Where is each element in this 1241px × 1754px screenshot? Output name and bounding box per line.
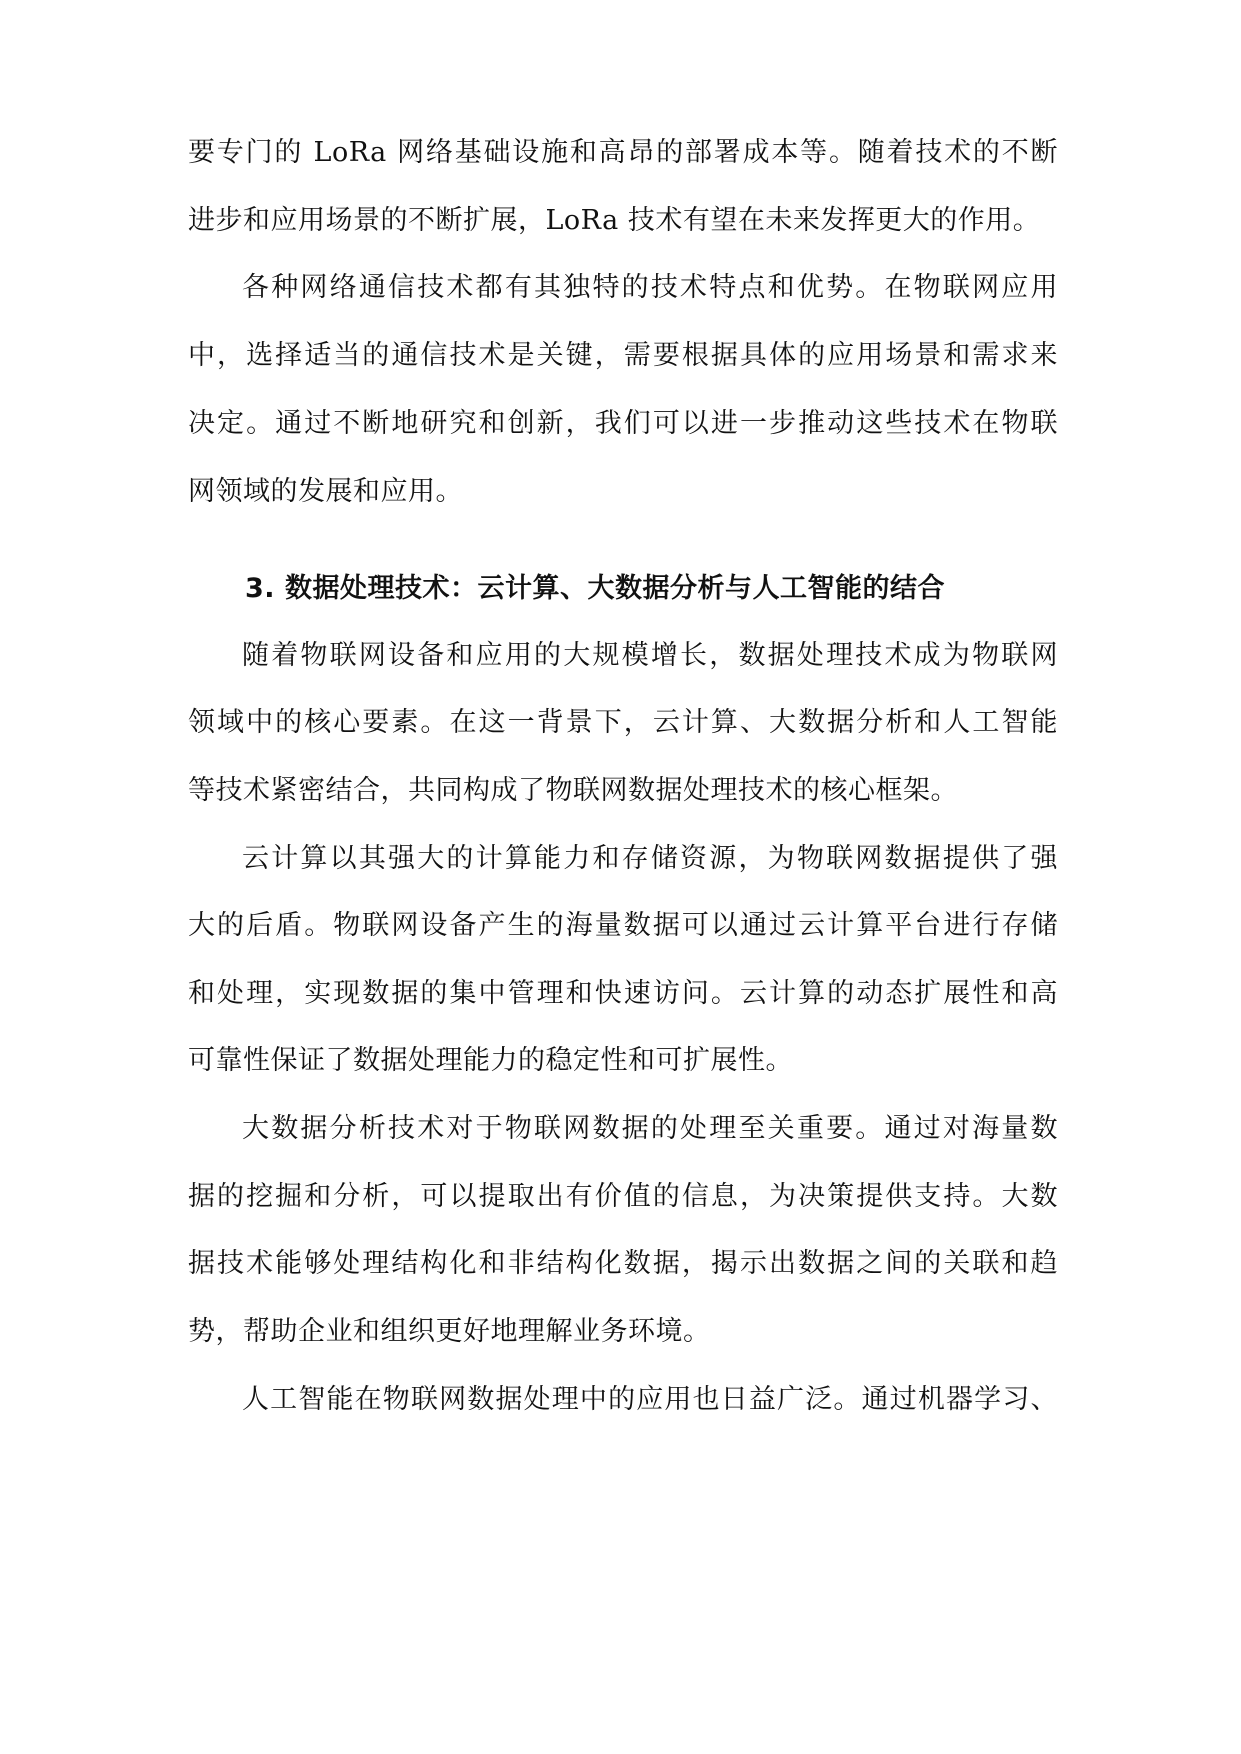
paragraph-line: 大的后盾。物联网设备产生的海量数据可以通过云计算平台进行存储 (188, 910, 1058, 941)
paragraph-line: 中，选择适当的通信技术是关键，需要根据具体的应用场景和需求来 (188, 340, 1058, 371)
paragraph-line: 据的挖掘和分析，可以提取出有价值的信息，为决策提供支持。大数 (188, 1181, 1058, 1212)
paragraph-line: 等技术紧密结合，共同构成了物联网数据处理技术的核心框架。 (188, 775, 958, 806)
paragraph-line: 人工智能在物联网数据处理中的应用也日益广泛。通过机器学习、 (242, 1384, 1058, 1415)
paragraph-line: 云计算以其强大的计算能力和存储资源，为物联网数据提供了强 (242, 843, 1058, 874)
paragraph-line: 要专门的 LoRa 网络基础设施和高昂的部署成本等。随着技术的不断 (188, 137, 1058, 168)
paragraph-line: 势，帮助企业和组织更好地理解业务环境。 (188, 1316, 711, 1347)
paragraph-line: 决定。通过不断地研究和创新，我们可以进一步推动这些技术在物联 (188, 408, 1058, 439)
paragraph-line: 网领域的发展和应用。 (188, 476, 463, 507)
paragraph-line: 进步和应用场景的不断扩展，LoRa 技术有望在未来发挥更大的作用。 (188, 205, 1041, 236)
paragraph-line: 各种网络通信技术都有其独特的技术特点和优势。在物联网应用 (242, 272, 1058, 303)
paragraph-line: 领域中的核心要素。在这一背景下，云计算、大数据分析和人工智能 (188, 707, 1058, 738)
paragraph-line: 据技术能够处理结构化和非结构化数据，揭示出数据之间的关联和趋 (188, 1248, 1058, 1279)
section-heading: 3. 数据处理技术：云计算、大数据分析与人工智能的结合 (245, 573, 945, 604)
paragraph-line: 大数据分析技术对于物联网数据的处理至关重要。通过对海量数 (242, 1113, 1058, 1144)
paragraph-line: 随着物联网设备和应用的大规模增长，数据处理技术成为物联网 (242, 640, 1058, 671)
paragraph-line: 和处理，实现数据的集中管理和快速访问。云计算的动态扩展性和高 (188, 978, 1058, 1009)
paragraph-line: 可靠性保证了数据处理能力的稳定性和可扩展性。 (188, 1045, 793, 1076)
